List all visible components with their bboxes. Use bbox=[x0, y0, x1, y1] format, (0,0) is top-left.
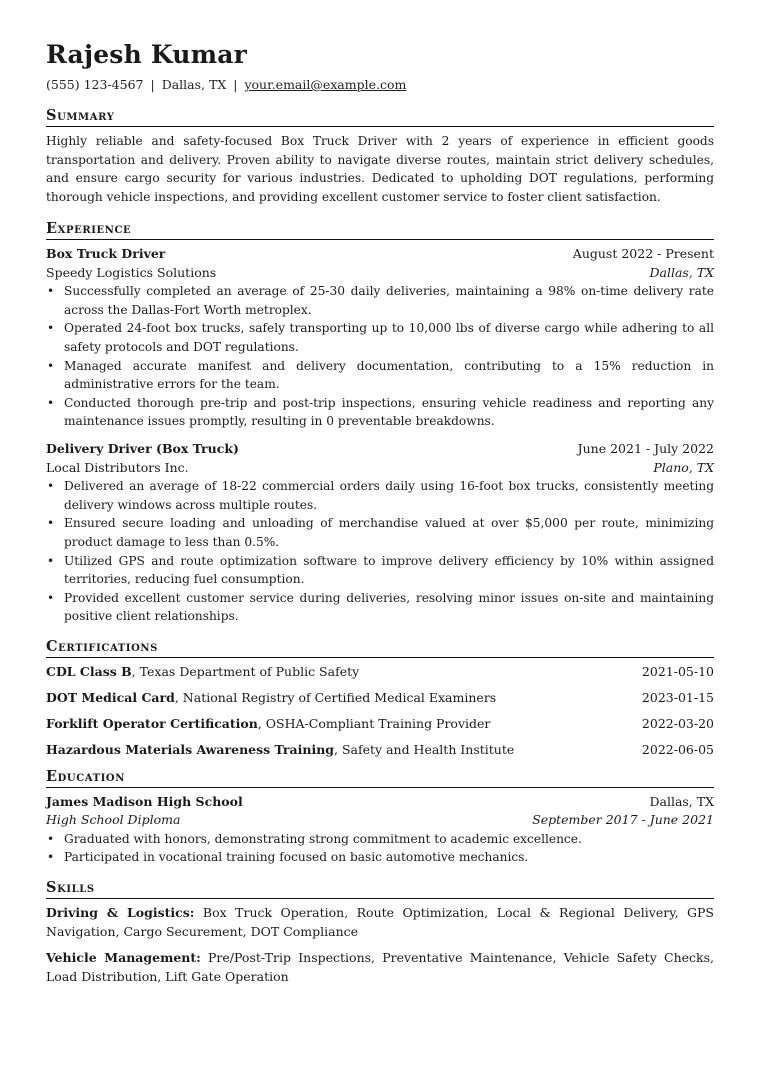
bullet-item: • Utilized GPS and route optimization software to improve delivery efficiency by 10% within assigned territories, reducing fuel consumption. bbox=[64, 552, 714, 589]
contact-line bbox=[46, 76, 714, 94]
summary-text: Highly reliable and safety-focused Box Truck Driver with 2 years of experience in efficient goods transportation and delivery. Proven ability to navigate diverse routes, maintain strict delivery schedules, and ensure cargo security for various industries. Dedicated to upholding DOT regulations, performing thorough vehicle inspections, and providing excellent customer service to foster client satisfaction. bbox=[46, 134, 714, 204]
certification-item bbox=[46, 689, 714, 708]
job-bullets bbox=[46, 282, 714, 431]
job-entry bbox=[46, 245, 714, 431]
bullet-item: • Provided excellent customer service during deliveries, resolving minor issues on-site and maintaining positive client relationships. bbox=[64, 589, 714, 626]
skill-group bbox=[46, 904, 714, 941]
certification-issuer: , Safety and Health Institute bbox=[334, 742, 515, 758]
resume-page bbox=[46, 40, 714, 994]
section-title-experience: Experience bbox=[46, 220, 714, 240]
certification-list bbox=[46, 663, 714, 760]
section-title-skills: Skills bbox=[46, 879, 714, 899]
job-dates: August 2022 - Present bbox=[572, 246, 714, 261]
job-title: Delivery Driver (Box Truck) bbox=[46, 440, 239, 456]
certification-item bbox=[46, 663, 714, 682]
job-title: Box Truck Driver bbox=[46, 246, 166, 261]
skills-list bbox=[46, 904, 714, 986]
separator: | bbox=[150, 77, 155, 92]
bullet-item: • Operated 24-foot box trucks, safely transporting up to 10,000 lbs of diverse cargo while adhering to all safety protocols and DOT regulations. bbox=[64, 319, 714, 356]
certification-name: Forklift Operator Certification bbox=[46, 716, 258, 732]
certification-date: 2022-03-20 bbox=[641, 716, 714, 732]
certification-date: 2022-06-05 bbox=[641, 742, 714, 758]
section-title-education: Education bbox=[46, 768, 714, 788]
bullet-item: • Graduated with honors, demonstrating strong commitment to academic excellence. bbox=[64, 830, 714, 849]
education-bullets bbox=[46, 830, 714, 867]
company-name: Speedy Logistics Solutions bbox=[46, 264, 217, 280]
certification-issuer: , Texas Department of Public Safety bbox=[131, 663, 360, 679]
certification-name: Hazardous Materials Awareness Training bbox=[46, 742, 335, 758]
email-link[interactable]: your.email@example.com bbox=[244, 77, 407, 92]
school-name: James Madison High School bbox=[46, 793, 243, 809]
job-entry bbox=[46, 440, 714, 626]
certification-item bbox=[46, 741, 714, 760]
education-section bbox=[46, 768, 714, 867]
education-entry bbox=[46, 793, 714, 867]
bullet-item: • Conducted thorough pre-trip and post-trip inspections, ensuring vehicle readiness and reporting any maintenance issues promptly, resulting in 0 preventable breakdowns. bbox=[64, 394, 714, 431]
bullet-item: • Participated in vocational training focused on basic automotive mechanics. bbox=[64, 848, 714, 867]
separator: | bbox=[233, 77, 238, 92]
skill-group-label: Vehicle Management: bbox=[46, 950, 201, 966]
bullet-item: • Successfully completed an average of 25-30 daily deliveries, maintaining a 98% on-time delivery rate across the Dallas-Fort Worth metroplex. bbox=[64, 282, 714, 319]
certification-issuer: , OSHA-Compliant Training Provider bbox=[257, 716, 491, 732]
bullet-item: • Delivered an average of 18-22 commercial orders daily using 16-foot box trucks, consistently meeting delivery windows across multiple routes. bbox=[64, 477, 714, 514]
skill-group bbox=[46, 949, 714, 986]
certification-name: CDL Class B bbox=[46, 663, 132, 679]
skill-group-items: Pre/Post-Trip Inspections, Preventative Maintenance, Vehicle Safety Checks, Load Distribution, Lift Gate Operation bbox=[46, 950, 714, 984]
location: Dallas, TX bbox=[161, 77, 227, 92]
skills-section bbox=[46, 879, 714, 986]
certification-date: 2021-05-10 bbox=[641, 663, 714, 679]
certifications-section bbox=[46, 638, 714, 760]
skill-group-label: Driving & Logistics: bbox=[46, 905, 195, 920]
certification-issuer: , National Registry of Certified Medical Examiners bbox=[174, 690, 497, 706]
skill-group-items: Box Truck Operation, Route Optimization, Local & Regional Delivery, GPS Navigation, Cargo Securement, DOT Compliance bbox=[46, 905, 714, 939]
summary-section bbox=[46, 107, 714, 206]
candidate-name: Rajesh Kumar bbox=[46, 40, 248, 69]
job-location: Dallas, TX bbox=[649, 264, 714, 280]
school-location: Dallas, TX bbox=[649, 793, 714, 809]
job-dates: June 2021 - July 2022 bbox=[577, 440, 714, 456]
certification-name: DOT Medical Card bbox=[46, 690, 175, 706]
bullet-item: • Ensured secure loading and unloading of merchandise valued at over $5,000 per route, minimizing product damage to less than 0.5%. bbox=[64, 514, 714, 551]
certification-date: 2023-01-15 bbox=[641, 690, 714, 706]
bullet-item: • Managed accurate manifest and delivery documentation, contributing to a 15% reduction in administrative errors for the team. bbox=[64, 357, 714, 394]
company-name: Local Distributors Inc. bbox=[46, 459, 189, 475]
education-dates: September 2017 - June 2021 bbox=[532, 812, 714, 828]
degree-name: High School Diploma bbox=[46, 812, 181, 828]
section-title-summary: Summary bbox=[46, 107, 714, 127]
job-location: Plano, TX bbox=[653, 459, 714, 475]
certification-item bbox=[46, 715, 714, 734]
job-bullets bbox=[46, 477, 714, 626]
experience-section bbox=[46, 220, 714, 626]
phone-number: (555) 123-4567 bbox=[46, 77, 144, 92]
section-title-certifications: Certifications bbox=[46, 638, 714, 658]
